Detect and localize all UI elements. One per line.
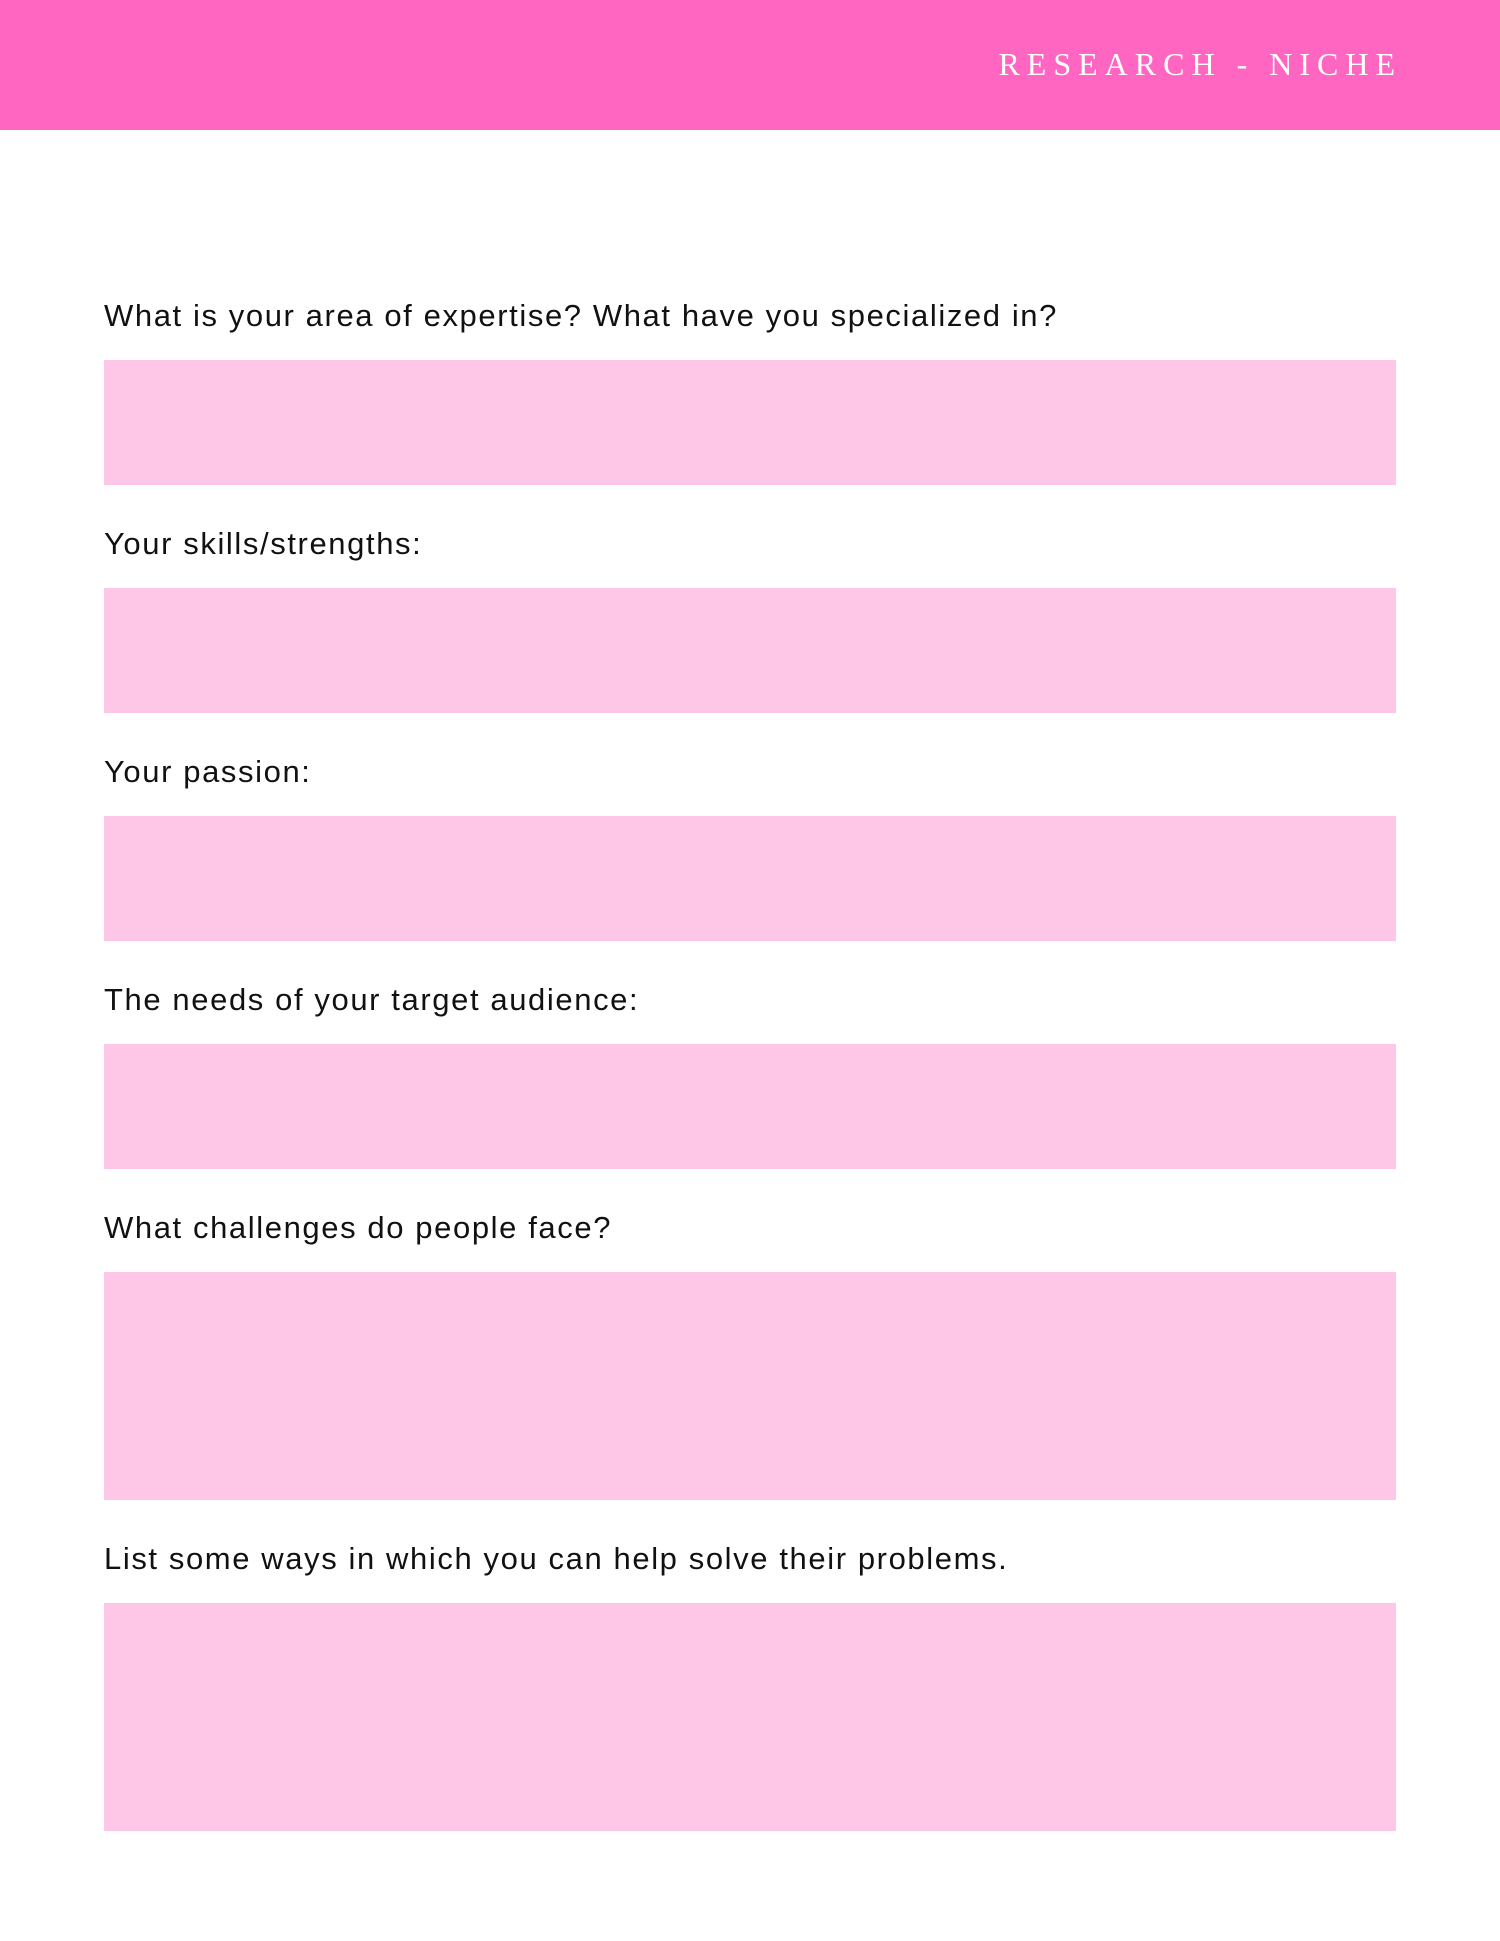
expertise-answer-field[interactable] — [104, 360, 1396, 485]
page-title: RESEARCH - NICHE — [998, 46, 1402, 82]
challenges-answer-field[interactable] — [104, 1272, 1396, 1500]
passion-question-label: Your passion: — [104, 754, 312, 789]
audience-needs-question-label: The needs of your target audience: — [104, 982, 640, 1017]
skills-answer-field[interactable] — [104, 588, 1396, 713]
solutions-question-label: List some ways in which you can help solve their problems. — [104, 1541, 1009, 1576]
expertise-question-label: What is your area of expertise? What have you specialized in? — [104, 298, 1058, 333]
solutions-answer-field[interactable] — [104, 1603, 1396, 1831]
page-header — [0, 0, 1500, 130]
audience-needs-answer-field[interactable] — [104, 1044, 1396, 1169]
challenges-question-label: What challenges do people face? — [104, 1210, 613, 1245]
passion-answer-field[interactable] — [104, 816, 1396, 941]
skills-question-label: Your skills/strengths: — [104, 526, 423, 561]
